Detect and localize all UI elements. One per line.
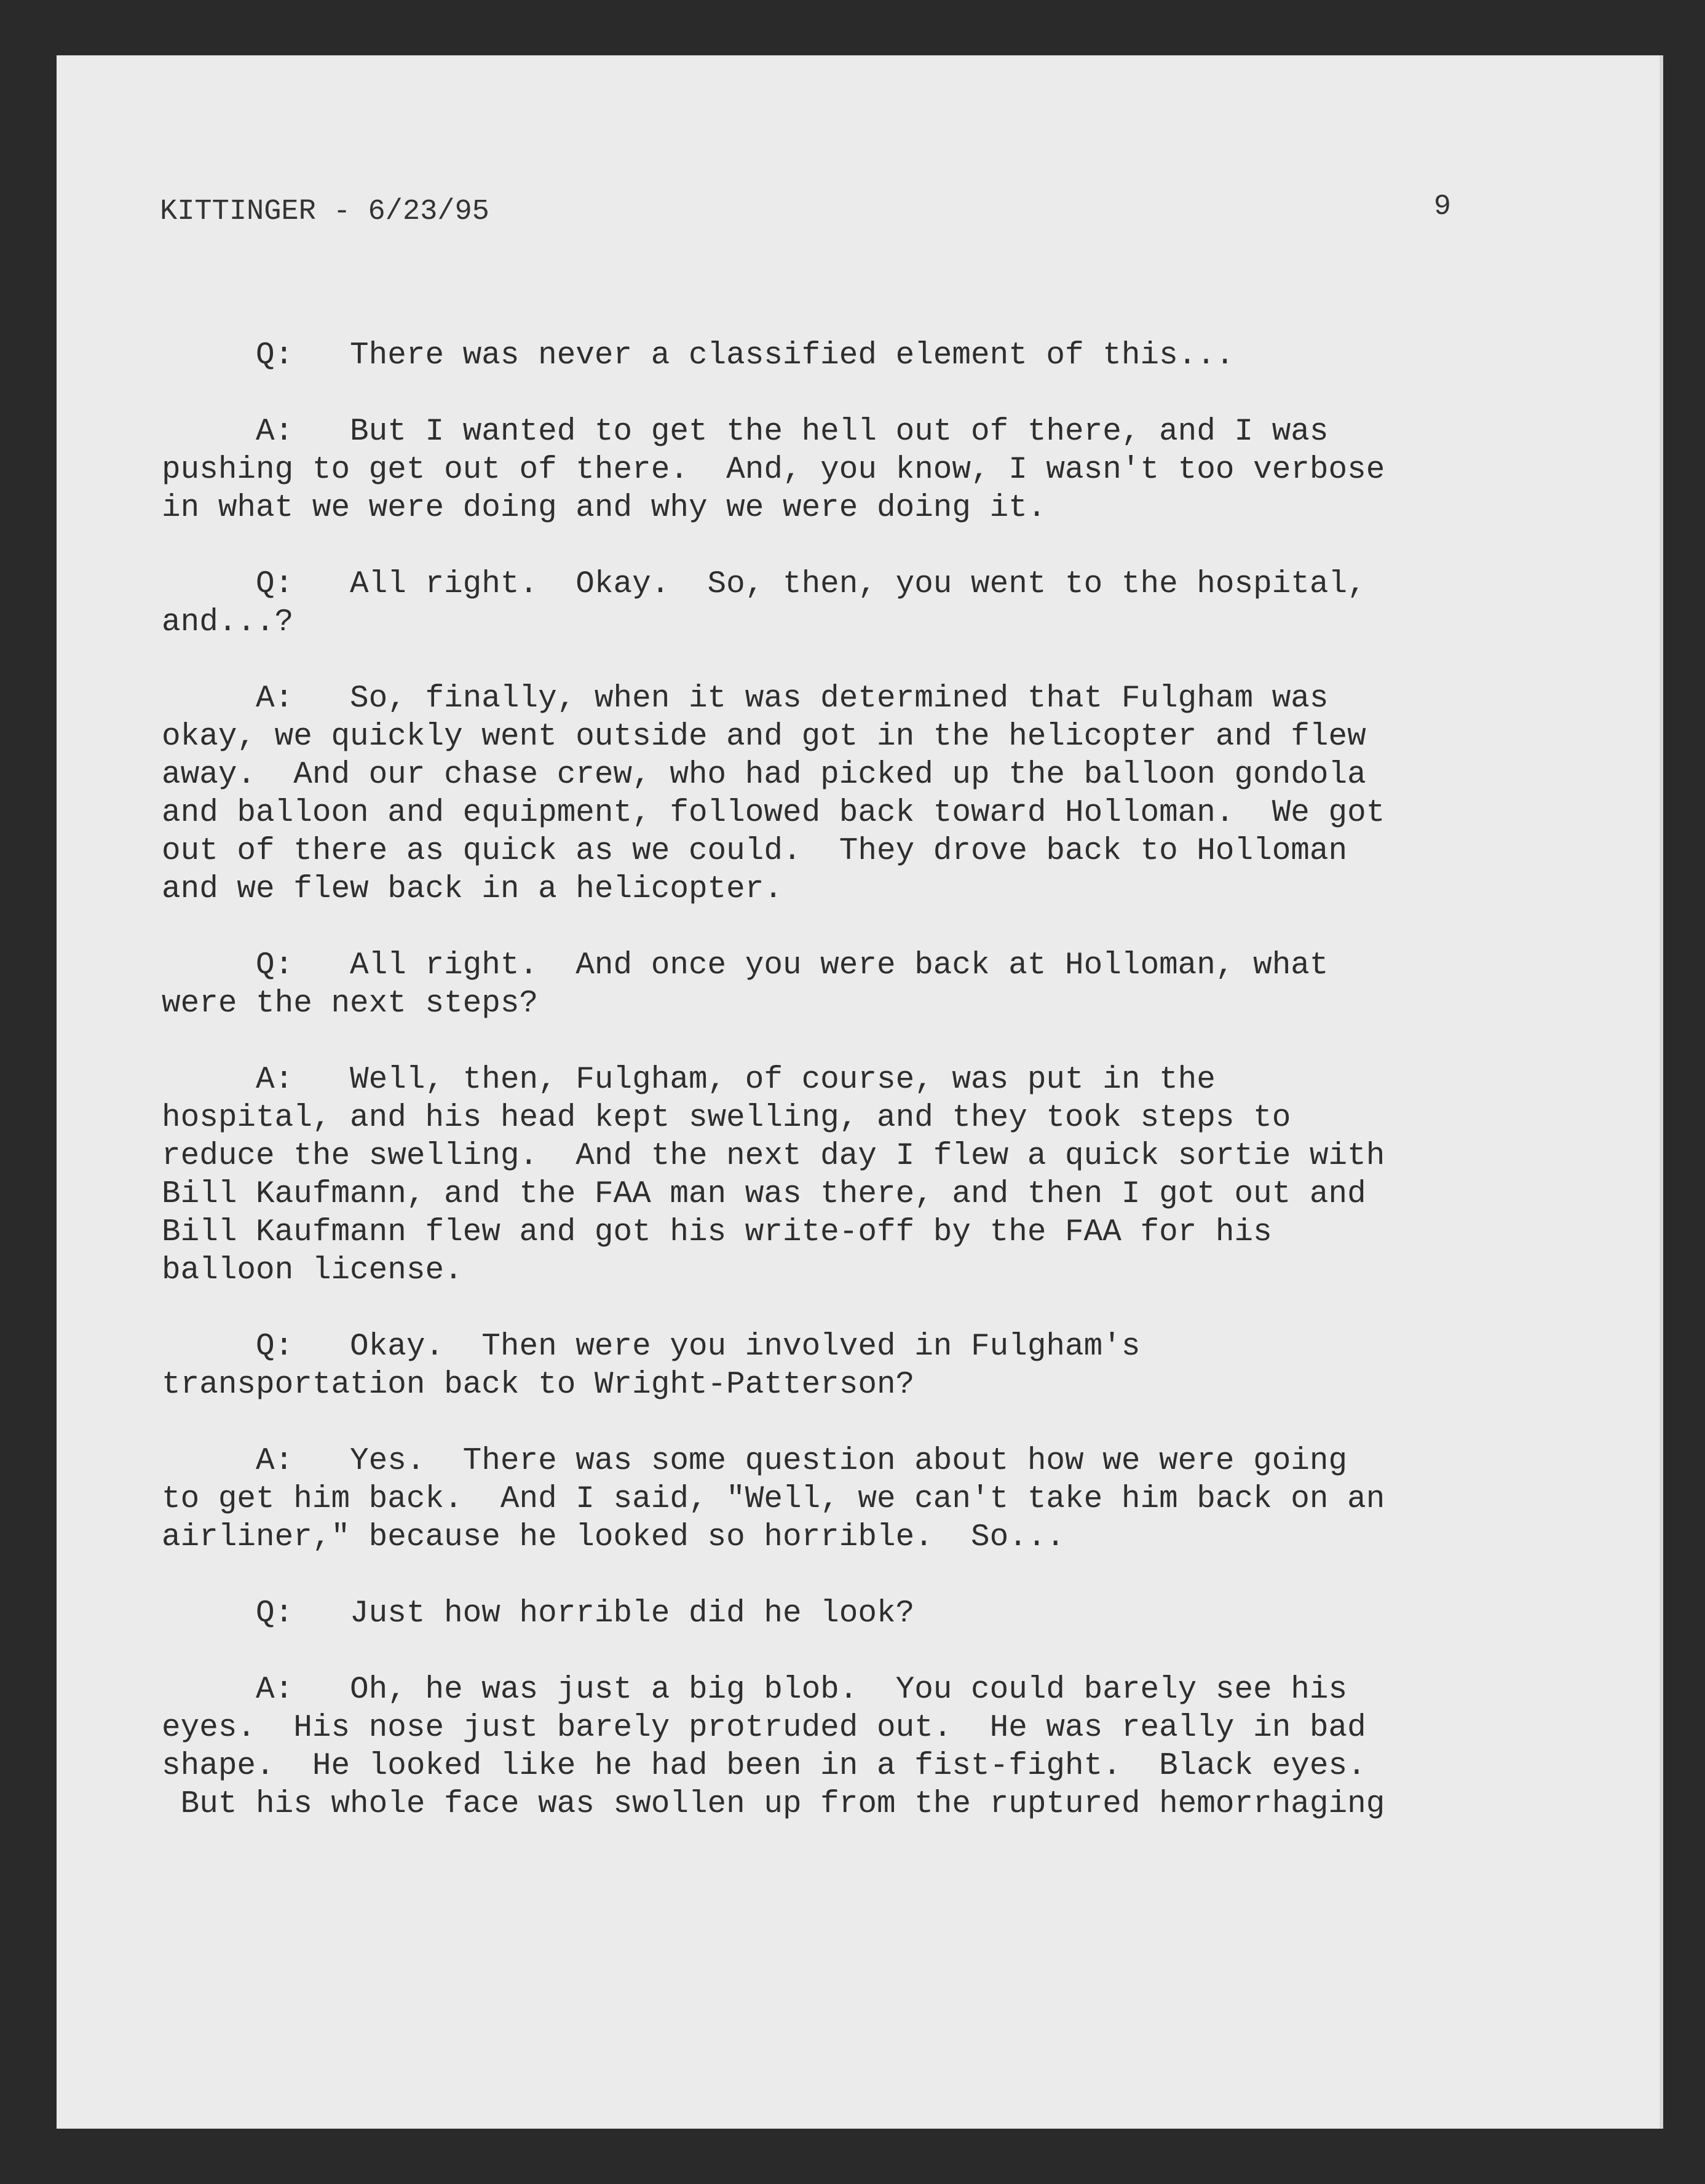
page-header	[160, 191, 1451, 245]
text-line: Q: There was never a classified element of this...	[162, 338, 1235, 373]
text-line: airliner," because he looked so horrible. So...	[162, 1520, 1066, 1555]
text-line: okay, we quickly went outside and got in the helicopter and flew	[162, 719, 1366, 754]
transcript-paragraph	[162, 680, 1465, 909]
transcript-paragraph	[162, 566, 1465, 642]
text-line: and balloon and equipment, followed back toward Holloman. We got	[162, 796, 1385, 831]
transcript-paragraph	[162, 1442, 1465, 1557]
transcript-paragraph	[162, 947, 1465, 1023]
text-line: and we flew back in a helicopter.	[162, 872, 783, 907]
transcript-paragraph	[162, 1328, 1465, 1404]
transcript-body	[162, 337, 1465, 1862]
text-line: transportation back to Wright-Patterson?	[162, 1367, 915, 1403]
text-line: shape. He looked like he had been in a fist-fight. Black eyes.	[162, 1749, 1366, 1784]
text-line: Q: All right. Okay. So, then, you went to the hospital,	[162, 567, 1366, 602]
text-line: A: So, finally, when it was determined that Fulgham was	[162, 681, 1329, 716]
text-line: A: Oh, he was just a big blob. You could barely see his	[162, 1672, 1348, 1707]
text-line: Q: Okay. Then were you involved in Fulgham's	[162, 1329, 1141, 1364]
text-line: A: But I wanted to get the hell out of there, and I was	[162, 414, 1329, 449]
text-line: But his whole face was swollen up from the ruptured hemorrhaging	[162, 1787, 1385, 1822]
transcript-paragraph	[162, 413, 1465, 528]
header-title: KITTINGER - 6/23/95	[160, 196, 489, 228]
transcript-paragraph	[162, 1671, 1465, 1824]
text-line: to get him back. And I said, "Well, we can't take him back on an	[162, 1482, 1385, 1517]
text-line: Q: Just how horrible did he look?	[162, 1596, 915, 1631]
text-line: Bill Kaufmann flew and got his write-off by the FAA for his	[162, 1215, 1272, 1250]
text-line: and...?	[162, 605, 294, 640]
text-line: Q: All right. And once you were back at Holloman, what	[162, 948, 1329, 983]
text-line: eyes. His nose just barely protruded out. He was really in bad	[162, 1711, 1366, 1746]
text-line: reduce the swelling. And the next day I flew a quick sortie with	[162, 1139, 1385, 1174]
transcript-paragraph	[162, 1061, 1465, 1290]
text-line: away. And our chase crew, who had picked up the balloon gondola	[162, 758, 1366, 793]
page-number: 9	[1433, 191, 1451, 223]
text-line: out of there as quick as we could. They drove back to Holloman	[162, 834, 1348, 869]
text-line: were the next steps?	[162, 986, 539, 1021]
text-line: Bill Kaufmann, and the FAA man was there, and then I got out and	[162, 1177, 1366, 1212]
text-line: in what we were doing and why we were doing it.	[162, 491, 1046, 526]
transcript-paragraph	[162, 337, 1465, 375]
text-line: pushing to get out of there. And, you know, I wasn't too verbose	[162, 453, 1385, 488]
text-line: A: Well, then, Fulgham, of course, was put in the	[162, 1062, 1216, 1098]
text-line: balloon license.	[162, 1253, 463, 1288]
text-line: A: Yes. There was some question about how we were going	[162, 1444, 1348, 1479]
transcript-paragraph	[162, 1595, 1465, 1633]
text-line: hospital, and his head kept swelling, and they took steps to	[162, 1101, 1291, 1136]
